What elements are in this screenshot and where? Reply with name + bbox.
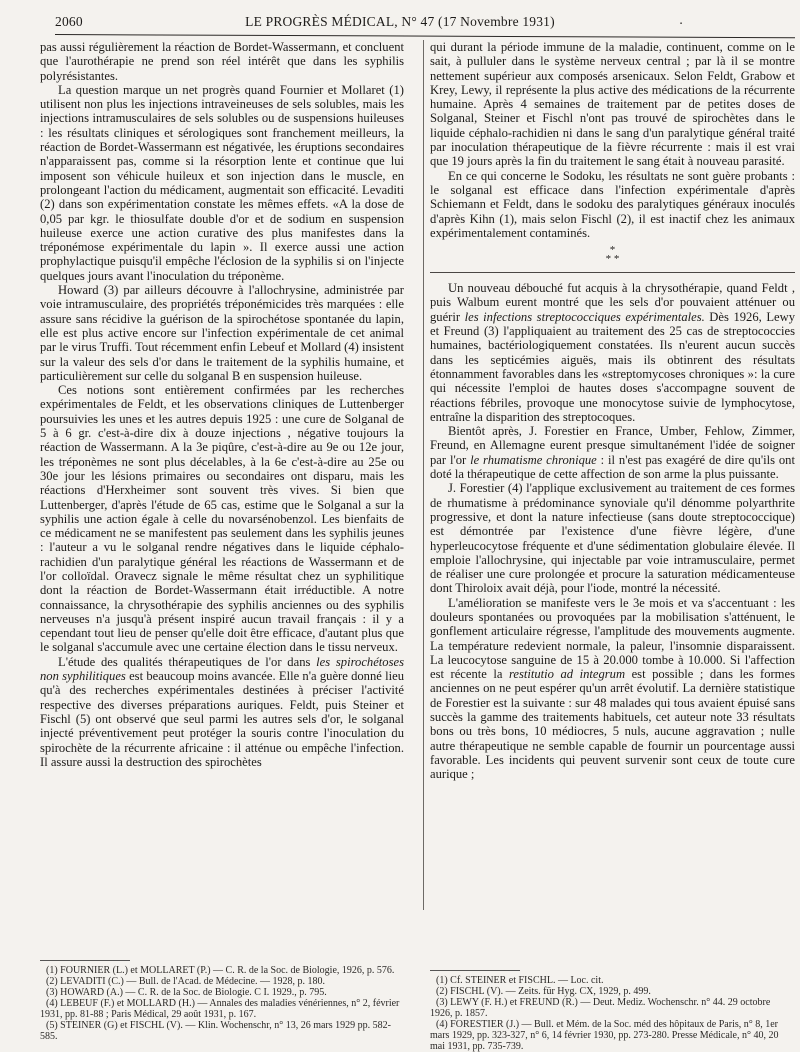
paragraph: pas aussi régulièrement la réaction de Bordet-Wassermann, et concluent que l'aurothérapie ne prend son réel intérêt que dans les syphilis polyrésistantes. xyxy=(40,40,404,83)
footnote: (2) FISCHL (V). — Zeits. für Hyg. CX, 1929, p. 499. xyxy=(436,986,651,997)
text-run: : il n'est pas exagéré de dire qu'ils ont doté la thérapeutique de cette affection de son arme la plus puissante. xyxy=(430,452,795,482)
right-column xyxy=(430,40,795,782)
section-ornament xyxy=(430,246,795,264)
ornament-stars: * * xyxy=(605,253,620,266)
ornament-star: * xyxy=(609,244,616,257)
paragraph: La question marque un net progrès quand Fournier et Mollaret (1) utilisent non plus les injections intraveineuses de sels solubles, mais les injections intramusculaires de sels solubles ou de suspensions huileuses : les résultats cliniques et sérologiques sont franchement meilleurs, la réaction de Bordet-Wassermann est négativée, les éruptions secondaires n'apparaissent pas, comme si la résorption lente et continue que lui imposent son véhicule huileux et son injection dans le muscle, en prolongeant l'action du médicament, augmentait son efficacité. Levaditi (2) dans son expérimentation constate les mêmes effets. «A la dose de 0,05 par kgr. le thiosulfate double d'or et de sodium en suspension huileuse exerce une action curative des plus manifestes dans la tréponémose expérimentale du lapin ». Il exerce aussi une action prophylactique puisqu'il empêche l'éclosion de la syphilis si on l'injecte quelques jours avant l'inoculation du tréponème. xyxy=(40,82,404,283)
footnote-rule xyxy=(40,960,130,961)
italic-run: le rhumatisme chronique xyxy=(470,452,597,467)
text-run: Dès 1926, Lewy et Freund (3) l'appliquaient au traitement des 25 cas de streptococcies humaines, bactériologiquement constatées. Ils n'eurent aucun succès dans les septicémies aiguës, mais ils obtinrent des résultats étonnamment favorables dans les «streptomycoses chroniques »: la cure qui nécessite l'emploi de hautes doses s'accompagne souvent de réactions fébriles, provoque une monocytose suivie de lymphocytose, entraîne la disparition des streptocoques. xyxy=(430,309,795,424)
running-header xyxy=(55,14,745,34)
paragraph-bientot xyxy=(430,424,795,481)
footnotes-left xyxy=(40,960,404,1042)
paragraph: Howard (3) par ailleurs découvre à l'allochrysine, administrée par voie intramusculaire, des propriétés tréponémicides très marquées : elle assure sans récidive la guérison de la spirochétose spontanée du lapin, elle est plus active encore sur l'infection expérimentale de cet animal par le virus Truffi. Tout récemment enfin Lebeuf et Mollard (4) insistent sur la valeur des sels d'or dans le traitement de la syphilis humaine, et particulièrement sur celle du solganal B en suspension huileuse. xyxy=(40,283,404,383)
text-run: L'étude des qualités thérapeutiques de l'or dans xyxy=(58,654,317,669)
italic-run: restitutio ad integrum xyxy=(508,667,626,682)
footnote: (5) STEINER (G) et FISCHL (V). — Klin. Wochenschr, n° 13, 26 mars 1929 pp. 582-585. xyxy=(40,1020,391,1042)
paragraph: J. Forestier (4) l'applique exclusivement au traitement de ces formes de rhumatisme à prédominance synoviale qu'il dénomme polyarthrite progressive, et dont la nature infectieuse (sans doute streptococcique) est démontrée par l'existence d'une fièvre légère, d'une hyperleucocytose fréquente et d'une sédimentation globulaire élevée. Il emploie l'allochrysine, qui injectable par voie intramusculaire, permet de réaliser une cure prolongée et procure la saturation médicamenteuse dont Thiroloix avait déjà, pour l'iode, montré la nécessité. xyxy=(430,481,795,596)
paragraph-chrysotherapie xyxy=(430,281,795,424)
footnote: (1) Cf. STEINER et FISCHL. — Loc. cit. xyxy=(436,975,604,986)
footnote: (1) FOURNIER (L.) et MOLLARET (P.) — C. R. de la Soc. de Biologie, 1926, p. 576. xyxy=(46,965,395,976)
footnote: (2) LEVADITI (C.) — Bull. de l'Acad. de Médecine. — 1928, p. 180. xyxy=(46,976,326,987)
header-dot: . xyxy=(679,12,683,27)
footnote: (4) LEBEUF (F.) et MOLLARD (H.) — Annales des maladies vénériennes, n° 2, février 1931, pp. 81-88 ; Paris Médical, 29 août 1931, p. 167. xyxy=(40,998,400,1020)
footnotes-right xyxy=(430,970,795,1052)
italic-run: les infections streptococciques expérimentales. xyxy=(464,309,705,324)
text-run: est possible ; dans les formes anciennes on ne peut espérer qu'un arrêt évolutif. La dernière statistique de Forestier est la suivante : sur 48 malades qui tous avaient épuisé sans succès la gamme des traitements habituels, cet auteur note 33 résultats bons ou très bons, 10 médiocres, 5 nuls, aucune aggravation ; nulle autre thérapeutique ne semble capable de fournir un pourcentage aussi favorable. Les incidents qui peuvent survenir sont ceux de toute cure aurique ; xyxy=(430,667,795,782)
text-run: est beaucoup moins avancée. Elle n'a guère donné lieu qu'à des recherches expérimentales destinées à préciser l'activité respective des diverses préparations auriques. Feldt, puis Steiner et Fischl (5) ont observé que seul parmi les autres sels d'or, le solganal injecté préventivement peut protéger la souris contre l'inoculation du spirochète de la récurrente africaine : il atténue ou empêche l'infection. Il assure aussi la destruction des spirochètes xyxy=(40,669,405,769)
text-run: Un nouveau débouché fut acquis à la chrysothérapie, quand Feldt , puis Walbum eurent montré que les sels d'or pouvaient atténuer ou guérir xyxy=(430,281,795,324)
footnote-rule xyxy=(430,970,520,971)
text-run: L'amélioration se manifeste vers le 3e mois et va s'accentuant : les douleurs spontanées ou provoquées par la mobilisation s'atténuent, le gonflement articulaire régresse, l'amplitude des mouvements augmente. La température redevient normale, la paleur, l'insomnie disparaissent. La leucocytose sanguine de 15 à 20.000 tombe à 10.000. Si l'affection est récente la xyxy=(430,595,795,682)
text-run: Bientôt après, J. Forestier en France, Umber, Fehlow, Zimmer, Freund, en Allemagne eurent presque simultanément l'idée de soigner par l'or xyxy=(430,424,795,467)
left-column xyxy=(40,40,404,769)
footnote: (3) HOWARD (A.) — C. R. de la Soc. de Biologie. C I. 1929., p. 795. xyxy=(46,987,327,998)
journal-title: LE PROGRÈS MÉDICAL, N° 47 (17 Novembre 1931) xyxy=(245,14,555,29)
paragraph: qui durant la période immune de la maladie, continuent, comme on le sait, à pulluler dans le système nerveux central ; par là il se montre nettement supérieur aux composés arsenicaux. Selon Feldt, Grabow et Krey, Lewy, il représente la plus active des médications de la récurrente humaine. Après 4 semaines de traitement par de petites doses de Solganal, Steiner et Fischl n'ont pas trouvé de spirochètes dans le liquide céphalo-rachidien ni dans le sang d'un paralytique général traité par inoculation thérapeutique de la fièvre récurrente : mais il est vrai que 19 jours après la fin du traitement le sang était à nouveau parasité. xyxy=(430,40,795,169)
column-divider xyxy=(423,40,424,910)
italic-run: les spirochétoses non syphilitiques xyxy=(40,654,404,684)
footnote: (3) LEWY (F. H.) et FREUND (R.) — Deut. Mediz. Wochenschr. n° 44. 29 octobre 1926, p. 1857. xyxy=(430,997,771,1019)
paragraph-spirochetoses xyxy=(40,655,404,769)
paragraph: En ce qui concerne le Sodoku, les résultats ne sont guère probants : le solganal est efficace dans l'infection expérimentale d'après Schiemann et Feldt, dans le sodoku des paralytiques généraux inoculés d'après Kihn (1), mais selon Fischl (2), il est inactif chez les animaux expérimentalement contaminés. xyxy=(430,168,795,240)
header-rule xyxy=(55,34,795,38)
footnote: (4) FORESTIER (J.) — Bull. et Mém. de la Soc. méd des hôpitaux de Paris, n° 8, 1er mars 1929, pp. 323-327, n° 6, 14 février 1930, pp. 273-280. Presse Médicale, n° 40, 20 mai 1931, pp. 735-739. xyxy=(430,1019,779,1052)
paragraph: Ces notions sont entièrement confirmées par les recherches expérimentales de Feldt, et les observations cliniques de Luttenberger poursuivies les unes et les autres depuis 1925 : une cure de Solganal de 5 à 6 gr. c'est-à-dire dix à douze injections , négative toujours la réaction de Wassermann. A la 3e piqûre, c'est-à-dire au 9e ou 12e jour, les tréponèmes ne sont plus décelables, à la 6e c'est-à-dire au 25e ou 30e jour les lésions primaires ou secondaires ont disparu, mais les réactions d'Herxheimer sont souvent très vives. Si bien que Luttenberger, d'après l'étude de 65 cas, estime que le Solganal a sur la syphilis une action égale à celle du novarsénobenzol. Les bienfaits de ce médicament ne se manifestent pas seulement dans les syphilis jeunes : l'auteur a vu le solganal rendre négatives dans le liquide céphalo-rachidien d'un paralytique général les réactions de Wassermann et de l'or colloïdal. Oravecz signale le même résultat chez un syphilitique dont la réaction de Bordet-Wassermann était irréductible. A notre connaissance, la chrysothérapie des syphilis anciennes ou des syphilis nerveuses n'a jusqu'à présent inspiré aucun travail français : il y a cependant tout lieu de penser qu'elle doit être efficace, d'autant plus que le solganal s'accumule avec une certaine élection dans le tissu nerveux. xyxy=(40,383,404,655)
page-number: 2060 xyxy=(55,14,83,29)
section-rule xyxy=(430,272,795,273)
paragraph-amelioration xyxy=(430,596,795,782)
